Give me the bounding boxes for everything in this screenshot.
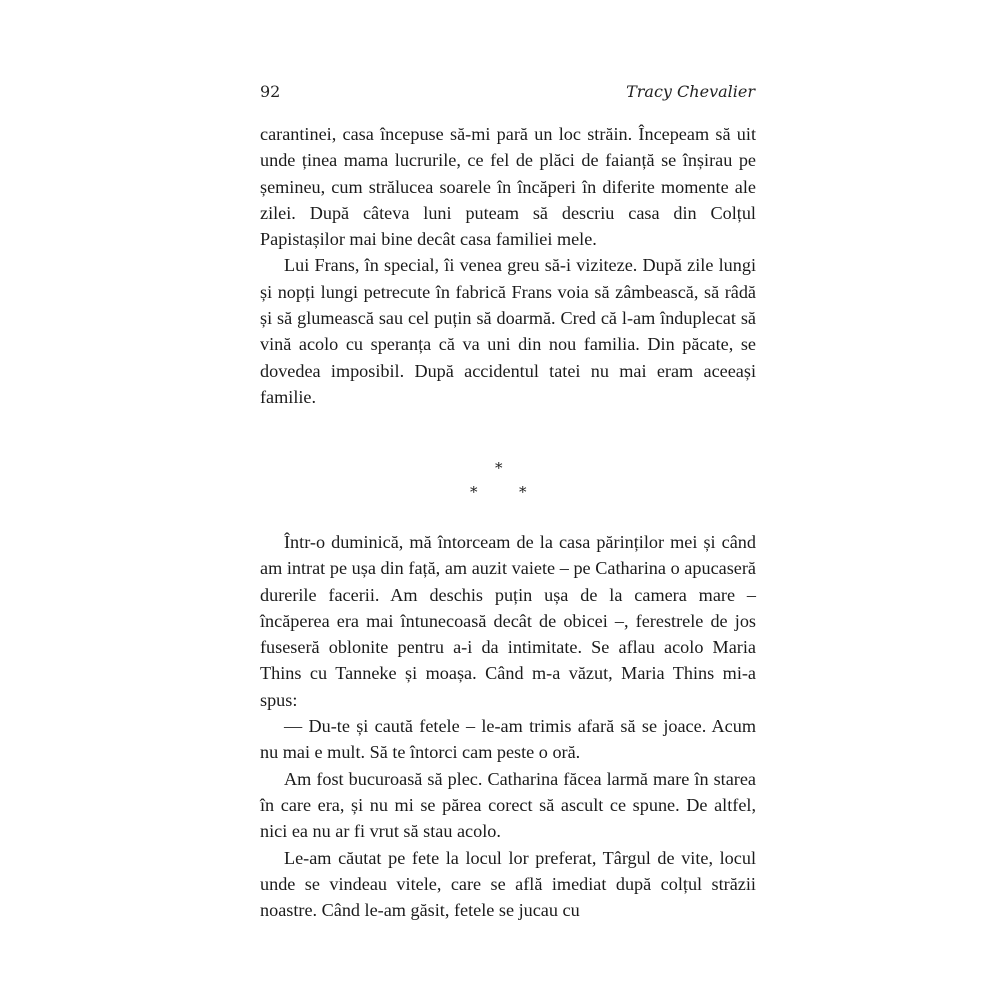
paragraph: carantinei, casa începuse să-mi pară un loc străin. Începeam să uit unde ținea mama lucrurile, ce fel de plăci de faianță se înșirau pe șemineu, cum strălucea soarele în încăperi în diferite momente ale zilei. După câteva luni puteam să descriu casa din Colțul Papistașilor mai bine decât casa familiei mele.	[260, 124, 756, 250]
text-section-1	[260, 121, 756, 410]
asterism-star: *	[519, 483, 527, 501]
paragraph: Lui Frans, în special, îi venea greu să-i viziteze. După zile lungi și nopți lungi petrecute în fabrică Frans voia să zâmbească, să râdă și să glumească sau cel puțin să doarmă. Cred că l-am înduplecat să vină acolo cu speranța că va uni din nou familia. Din păcate, se dovedea imposibil. După accidentul tatei nu mai eram aceeași familie.	[260, 255, 756, 407]
paragraph: Le-am căutat pe fete la locul lor preferat, Târgul de vite, locul unde se vindeau vitele, care se află imediat după colțul străzii noastre. Când le-am găsit, fetele se jucau cu	[260, 847, 756, 921]
paragraph: Într-o duminică, mă întorceam de la casa părinților mei și când am intrat pe ușa din față, am auzit vaiete – pe Catharina o apucaseră durerile facerii. Am deschis puțin ușa de la camera mare – încăperea era mai întunecoasă decât de obicei –, ferestrele de jos fuseseră oblonite pentru a-i da intimitate. Se aflau acolo Maria Thins cu Tanneke și moașa. Când m-a văzut, Maria Thins mi-a spus:	[260, 532, 756, 710]
running-head-author: Tracy Chevalier	[626, 82, 755, 101]
asterism-star: *	[495, 459, 503, 477]
text-section-2	[260, 529, 756, 923]
running-head	[260, 82, 755, 106]
paragraph: Am fost bucuroasă să plec. Catharina făcea larmă mare în starea în care era, și nu mi se părea corect să ascult ce spune. De altfel, nici ea nu ar fi vrut să stau acolo.	[260, 768, 756, 842]
dialogue-paragraph: — Du-te și caută fetele – le-am trimis afară să se joace. Acum nu mai e mult. Să te întorci cam peste o oră.	[260, 716, 756, 763]
page-number: 92	[260, 82, 281, 101]
asterism-star: *	[470, 483, 478, 501]
